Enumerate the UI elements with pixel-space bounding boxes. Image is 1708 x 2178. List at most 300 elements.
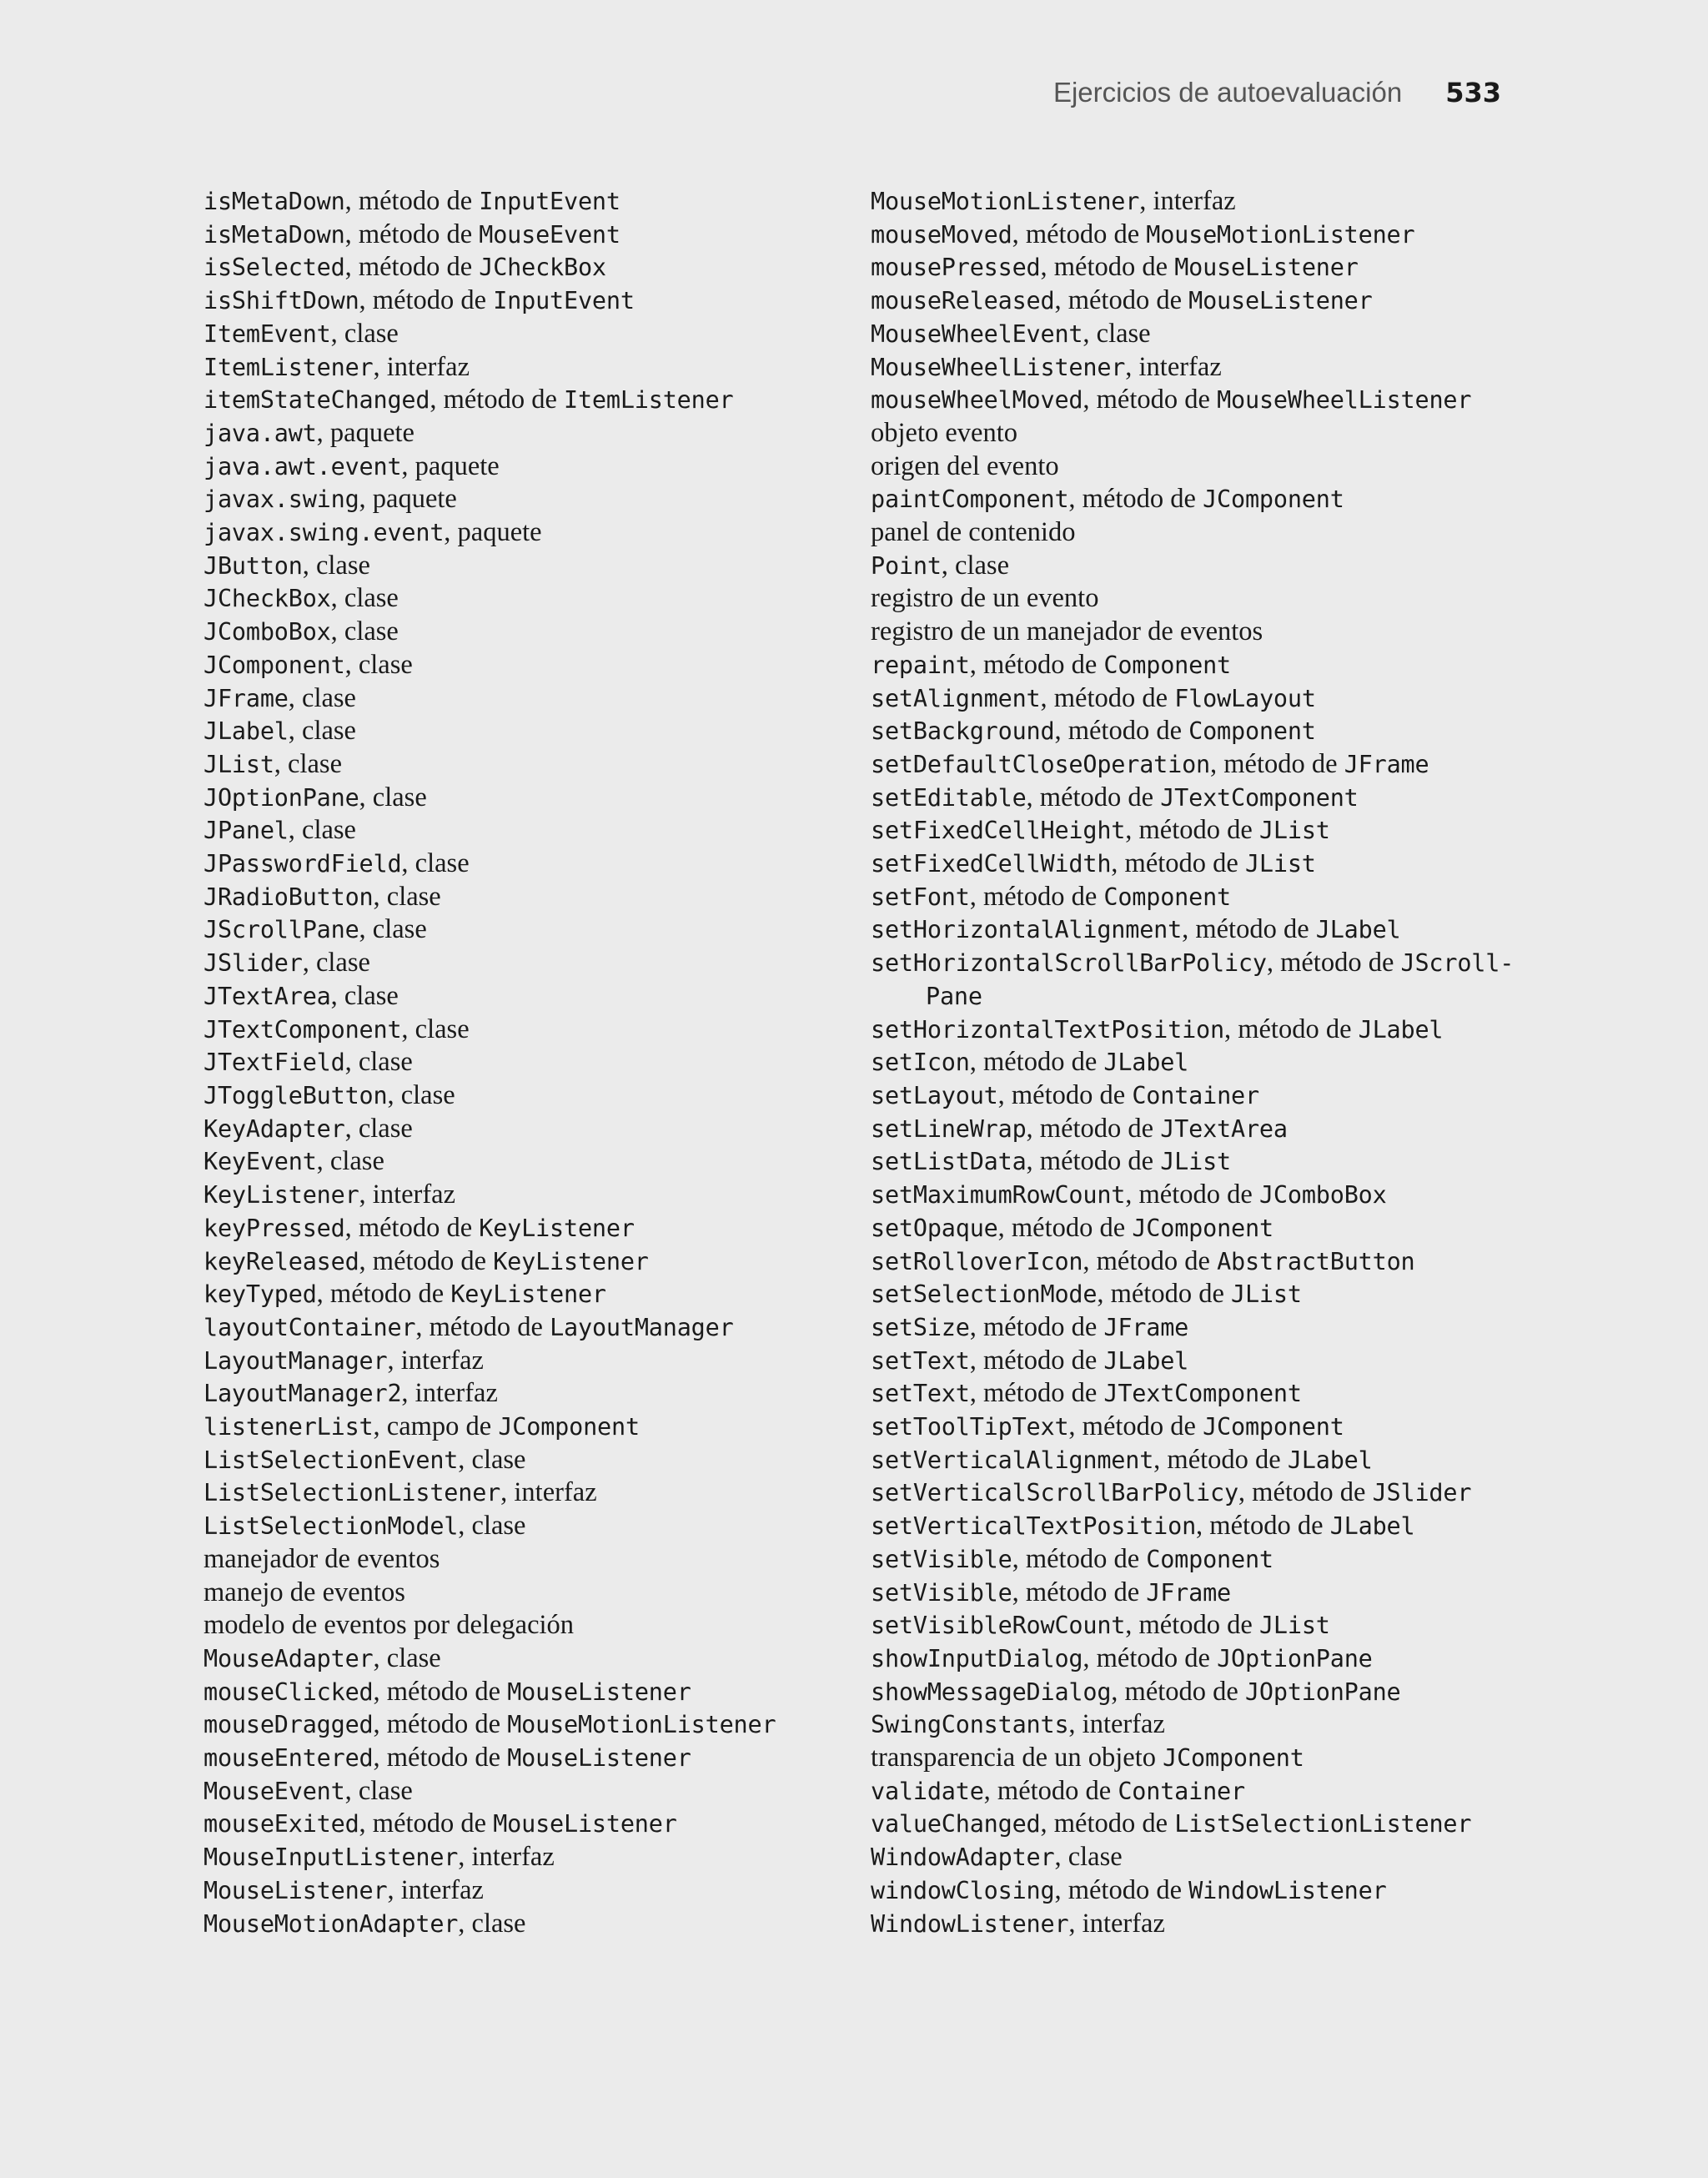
index-description: , método de xyxy=(373,1709,508,1740)
index-description: , paquete xyxy=(316,417,414,448)
index-term: showMessageDialog xyxy=(871,1678,1112,1706)
index-entry xyxy=(871,1510,1513,1543)
index-entry xyxy=(203,1708,837,1742)
index-entry xyxy=(203,1510,837,1543)
index-term: setOpaque xyxy=(871,1214,998,1242)
index-description: , método de xyxy=(1238,1477,1373,1508)
index-term: ItemEvent xyxy=(203,319,331,348)
index-reference: InputEvent xyxy=(493,287,635,315)
index-entry xyxy=(871,417,1513,450)
index-entry xyxy=(871,1808,1513,1841)
index-reference: JOptionPane xyxy=(1217,1644,1373,1672)
index-entry xyxy=(871,616,1513,649)
index-term: ItemListener xyxy=(203,353,374,381)
index-entry xyxy=(203,616,837,649)
index-entry xyxy=(203,550,837,583)
index-term: setDefaultCloseOperation xyxy=(871,750,1211,778)
index-entry xyxy=(203,848,837,881)
index-description: , método de xyxy=(997,1079,1133,1110)
index-entry xyxy=(203,1311,837,1345)
index-reference: JTextComponent xyxy=(1103,1380,1302,1408)
index-reference: JComponent xyxy=(1163,1744,1304,1773)
index-entry xyxy=(203,881,837,914)
index-reference: MouseListener xyxy=(507,1744,691,1773)
index-term: setLayout xyxy=(871,1081,998,1109)
index-description: , método de xyxy=(373,1743,508,1773)
index-reference: KeyListener xyxy=(479,1214,635,1242)
index-entry xyxy=(871,913,1513,947)
index-description: , paquete xyxy=(401,450,500,481)
index-term: setVerticalScrollBarPolicy xyxy=(871,1479,1238,1507)
index-entry xyxy=(203,417,837,450)
index-entry xyxy=(871,1476,1513,1510)
index-term: setFixedCellHeight xyxy=(871,817,1126,845)
index-term: mousePressed xyxy=(871,254,1041,282)
index-description: , método de xyxy=(969,1311,1104,1342)
index-entry xyxy=(203,1775,837,1808)
index-entry xyxy=(871,1444,1513,1477)
index-column-right xyxy=(871,185,1513,1940)
index-term: mouseClicked xyxy=(203,1678,374,1706)
index-reference: JFrame xyxy=(1103,1313,1189,1341)
index-reference: Container xyxy=(1132,1081,1259,1109)
index-description: , clase xyxy=(288,716,356,747)
index-entry xyxy=(203,284,837,318)
index-term: java.awt.event xyxy=(203,452,402,480)
index-term: isSelected xyxy=(203,254,345,282)
index-term: MouseListener xyxy=(203,1876,388,1904)
index-entry xyxy=(871,1278,1513,1311)
index-term: MouseAdapter xyxy=(203,1644,374,1672)
index-description: , método de xyxy=(969,881,1104,912)
index-entry xyxy=(871,1377,1513,1411)
index-entry xyxy=(203,450,837,484)
index-description: , clase xyxy=(274,748,342,779)
index-term: SwingConstants xyxy=(871,1711,1069,1739)
index-entry xyxy=(203,318,837,351)
index-entry xyxy=(871,1775,1513,1808)
index-description: registro de un manejador de eventos xyxy=(871,616,1263,647)
index-entry xyxy=(203,1377,837,1411)
index-term: MouseWheelListener xyxy=(871,353,1126,381)
index-reference: KeyListener xyxy=(493,1247,649,1275)
index-entry xyxy=(203,1014,837,1047)
index-reference: JCheckBox xyxy=(479,254,606,282)
index-term: setListData xyxy=(871,1148,1027,1176)
index-entry xyxy=(871,1311,1513,1345)
index-description: , clase xyxy=(288,682,356,713)
index-term: setHorizontalTextPosition xyxy=(871,1015,1224,1044)
index-description: , método de xyxy=(1040,682,1175,713)
index-term: MouseInputListener xyxy=(203,1844,459,1872)
index-entry xyxy=(871,1577,1513,1610)
index-term: JTextArea xyxy=(203,982,331,1010)
index-term: ListSelectionListener xyxy=(203,1479,501,1507)
index-entry xyxy=(203,1676,837,1709)
index-reference: JList xyxy=(1244,850,1316,878)
index-description: modelo de eventos por delegación xyxy=(203,1610,575,1641)
index-description: , clase xyxy=(458,1444,526,1475)
index-term: JToggleButton xyxy=(203,1081,388,1109)
index-reference: JComponent xyxy=(1132,1214,1273,1242)
index-entry xyxy=(203,913,837,947)
index-entry xyxy=(871,649,1513,682)
index-term: JButton xyxy=(203,551,303,580)
index-entry xyxy=(203,814,837,848)
index-reference: JComponent xyxy=(1203,1413,1344,1441)
index-term: setVerticalTextPosition xyxy=(871,1512,1197,1541)
index-term: JRadioButton xyxy=(203,883,374,911)
index-description: , clase xyxy=(401,848,470,879)
index-description: , clase xyxy=(359,782,427,812)
index-reference: MouseMotionListener xyxy=(1146,220,1415,249)
index-description: , método de xyxy=(359,1808,494,1839)
index-entry xyxy=(203,219,837,252)
index-entry xyxy=(871,185,1513,219)
index-reference: KeyListener xyxy=(450,1280,606,1309)
index-description: , método de xyxy=(1068,1411,1203,1442)
index-description: , interfaz xyxy=(401,1378,498,1409)
index-description: , clase xyxy=(302,550,370,581)
index-reference: JFrame xyxy=(1146,1578,1232,1607)
index-reference: JLabel xyxy=(1103,1346,1189,1375)
index-entry xyxy=(871,1708,1513,1742)
index-term: KeyAdapter xyxy=(203,1114,345,1143)
index-reference: JScroll- xyxy=(1400,949,1515,978)
index-reference: AbstractButton xyxy=(1217,1247,1415,1275)
index-entry xyxy=(871,1014,1513,1047)
index-description: , método de xyxy=(344,252,480,283)
index-description: , método de xyxy=(1054,716,1189,747)
index-term: setFixedCellWidth xyxy=(871,850,1112,878)
index-reference: JList xyxy=(1160,1148,1232,1176)
index-entry xyxy=(203,185,837,219)
index-description: , método de xyxy=(969,1378,1104,1409)
index-term: repaint xyxy=(871,651,970,679)
index-description: , método de xyxy=(1083,1245,1218,1276)
index-entry xyxy=(871,1543,1513,1577)
index-reference: JComboBox xyxy=(1258,1181,1387,1210)
index-description: , método de xyxy=(1054,285,1189,316)
index-entry xyxy=(871,318,1513,351)
index-term: setRolloverIcon xyxy=(871,1247,1083,1275)
index-term: MouseWheelEvent xyxy=(871,319,1083,348)
index-reference: Component xyxy=(1103,883,1232,911)
index-description: , método de xyxy=(1012,1543,1147,1574)
index-entry xyxy=(203,782,837,815)
index-entry xyxy=(203,1245,837,1279)
index-description: , clase xyxy=(373,1642,441,1673)
index-reference: JLabel xyxy=(1315,916,1401,944)
index-reference: FlowLayout xyxy=(1174,684,1316,712)
index-reference: JComponent xyxy=(498,1413,640,1441)
index-term: WindowAdapter xyxy=(871,1844,1055,1872)
index-description: , clase xyxy=(387,1079,455,1110)
index-term: LayoutManager xyxy=(203,1346,388,1375)
index-reference: Pane xyxy=(926,982,982,1010)
index-term: windowClosing xyxy=(871,1876,1055,1904)
index-term: itemStateChanged xyxy=(203,386,430,415)
index-entry xyxy=(871,1345,1513,1378)
index-description: , clase xyxy=(330,583,399,614)
index-reference: MouseListener xyxy=(1188,287,1373,315)
index-reference: JLabel xyxy=(1358,1015,1444,1044)
index-entry xyxy=(203,1742,837,1775)
index-term: layoutContainer xyxy=(203,1313,416,1341)
index-term: isMetaDown xyxy=(203,188,345,215)
index-entry xyxy=(203,483,837,516)
index-term: JLabel xyxy=(203,717,289,746)
index-term: setToolTipText xyxy=(871,1413,1069,1441)
index-column-left xyxy=(203,185,837,1940)
index-description: , método de xyxy=(1026,782,1161,812)
index-entry xyxy=(871,881,1513,914)
index-term: setFont xyxy=(871,883,970,911)
index-term: setVisible xyxy=(871,1578,1012,1607)
index-term: valueChanged xyxy=(871,1810,1041,1838)
index-term: keyReleased xyxy=(203,1247,359,1275)
index-term: mouseDragged xyxy=(203,1711,374,1739)
index-description: , paquete xyxy=(359,484,457,515)
index-term: setSelectionMode xyxy=(871,1280,1098,1309)
index-reference: MouseEvent xyxy=(479,220,620,249)
index-entry xyxy=(871,1742,1513,1775)
index-entry xyxy=(871,1908,1513,1941)
index-term: JList xyxy=(203,750,274,778)
index-description: , método de xyxy=(1068,484,1203,515)
index-description: , método de xyxy=(344,219,480,249)
index-term: setEditable xyxy=(871,783,1027,812)
index-description: , clase xyxy=(344,1047,413,1078)
index-entry-continuation xyxy=(871,980,1513,1014)
index-entry xyxy=(203,1642,837,1676)
index-term: JOptionPane xyxy=(203,783,359,812)
index-description: , método de xyxy=(373,1676,508,1707)
index-description: , paquete xyxy=(444,517,542,548)
index-description: , clase xyxy=(458,1511,526,1542)
index-term: listenerList xyxy=(203,1413,374,1441)
index-description: , interfaz xyxy=(1068,1709,1165,1740)
index-entry xyxy=(871,1245,1513,1279)
index-entry xyxy=(871,947,1513,980)
index-term: setVisible xyxy=(871,1545,1012,1573)
index-reference: JList xyxy=(1258,1612,1330,1640)
index-description: , clase xyxy=(1054,1842,1123,1873)
index-entry xyxy=(871,483,1513,516)
index-term: setMaximumRowCount xyxy=(871,1181,1126,1210)
index-entry xyxy=(871,682,1513,716)
index-description: , clase xyxy=(1083,318,1151,349)
index-term: isMetaDown xyxy=(203,220,345,249)
index-description: , interfaz xyxy=(373,351,470,382)
index-entry xyxy=(871,814,1513,848)
index-entry xyxy=(871,1212,1513,1245)
index-term: isShiftDown xyxy=(203,287,359,315)
index-description: objeto evento xyxy=(871,417,1017,448)
index-term: KeyListener xyxy=(203,1181,359,1210)
index-description: , método de xyxy=(997,1212,1133,1243)
index-reference: MouseListener xyxy=(507,1678,691,1706)
index-description: , método de xyxy=(430,385,565,415)
index-term: setText xyxy=(871,1380,970,1408)
index-term: ListSelectionEvent xyxy=(203,1446,459,1474)
index-term: JComboBox xyxy=(203,618,331,646)
index-description: , método de xyxy=(983,1775,1118,1806)
index-term: setBackground xyxy=(871,717,1055,746)
index-description: , clase xyxy=(330,616,399,647)
index-term: keyTyped xyxy=(203,1280,317,1309)
index-reference: Component xyxy=(1188,717,1316,746)
index-description: , clase xyxy=(288,815,356,846)
index-entry xyxy=(203,1345,837,1378)
index-reference: MouseWheelListener xyxy=(1217,386,1472,415)
index-description: , método de xyxy=(969,649,1104,680)
index-entry xyxy=(203,516,837,550)
index-description: , interfaz xyxy=(1139,186,1236,216)
index-reference: JFrame xyxy=(1344,750,1429,778)
index-description: manejador de eventos xyxy=(203,1543,440,1574)
index-description: , método de xyxy=(1026,1146,1161,1177)
index-entry xyxy=(203,1476,837,1510)
index-term: mouseExited xyxy=(203,1810,359,1838)
index-description: , interfaz xyxy=(1125,351,1222,382)
index-entry xyxy=(203,715,837,748)
index-term: JScrollPane xyxy=(203,916,359,944)
index-term: java.awt xyxy=(203,419,317,447)
index-reference: JOptionPane xyxy=(1244,1678,1401,1706)
index-term: showInputDialog xyxy=(871,1644,1083,1672)
index-description: manejo de eventos xyxy=(203,1577,405,1607)
index-entry xyxy=(871,1609,1513,1642)
index-description: , clase xyxy=(401,1014,470,1044)
index-entry xyxy=(871,1411,1513,1444)
index-description: , método de xyxy=(1012,219,1147,249)
index-description: , clase xyxy=(316,1146,384,1177)
index-reference: MouseMotionListener xyxy=(507,1711,776,1739)
index-term: JComponent xyxy=(203,651,345,679)
index-term: mouseMoved xyxy=(871,220,1012,249)
index-description: , método de xyxy=(1196,1511,1330,1542)
index-term: validate xyxy=(871,1777,984,1805)
index-entry xyxy=(871,550,1513,583)
index-reference: JSlider xyxy=(1372,1479,1472,1507)
index-entry xyxy=(871,516,1513,550)
index-description: , clase xyxy=(344,1113,413,1144)
index-entry xyxy=(871,748,1513,782)
index-entry xyxy=(203,1841,837,1874)
index-entry xyxy=(203,1278,837,1311)
index-description: , método de xyxy=(1125,1610,1259,1641)
index-description: , método de xyxy=(1111,848,1245,879)
index-description: origen del evento xyxy=(871,450,1059,481)
index-reference: Component xyxy=(1146,1545,1273,1573)
index-reference: JComponent xyxy=(1203,485,1344,514)
index-entry xyxy=(203,1444,837,1477)
index-description: , interfaz xyxy=(1068,1908,1165,1939)
index-description: , método de xyxy=(1040,1808,1175,1839)
index-entry xyxy=(203,1212,837,1245)
index-description: , clase xyxy=(941,550,1009,581)
index-term: WindowListener xyxy=(871,1909,1069,1938)
index-entry xyxy=(203,1145,837,1179)
index-reference: JList xyxy=(1258,817,1330,845)
index-description: , interfaz xyxy=(387,1874,484,1905)
index-entry xyxy=(203,1113,837,1146)
page-header xyxy=(1053,77,1501,108)
index-description: , clase xyxy=(359,914,427,945)
index-reference: WindowListener xyxy=(1188,1876,1387,1904)
index-entry xyxy=(203,384,837,417)
index-entry xyxy=(203,1411,837,1444)
index-entry xyxy=(871,1874,1513,1908)
index-entry xyxy=(871,1676,1513,1709)
index-entry xyxy=(203,947,837,980)
index-entry xyxy=(871,1841,1513,1874)
index-term: setSize xyxy=(871,1313,970,1341)
index-entry xyxy=(871,782,1513,815)
index-description: , método de xyxy=(1210,748,1344,779)
index-term: setIcon xyxy=(871,1049,970,1077)
index-term: setAlignment xyxy=(871,684,1041,712)
index-term: JFrame xyxy=(203,684,289,712)
index-entry xyxy=(871,384,1513,417)
index-entry xyxy=(203,1577,837,1610)
index-reference: Container xyxy=(1118,1777,1245,1805)
index-description: , clase xyxy=(344,649,413,680)
index-reference: MouseListener xyxy=(1174,254,1359,282)
index-description: , método de xyxy=(1125,815,1259,846)
index-term: MouseEvent xyxy=(203,1777,345,1805)
index-description: , método de xyxy=(969,1047,1104,1078)
index-reference: JList xyxy=(1231,1280,1302,1309)
index-entry xyxy=(871,715,1513,748)
index-reference: JTextArea xyxy=(1160,1114,1288,1143)
index-description: , método de xyxy=(359,285,494,316)
index-entry xyxy=(203,980,837,1014)
index-entry xyxy=(203,1079,837,1113)
index-description: , método de xyxy=(1054,1874,1189,1905)
index-description: , método de xyxy=(1266,948,1401,978)
index-entry xyxy=(203,748,837,782)
page-number: 533 xyxy=(1445,77,1501,108)
index-reference: LayoutManager xyxy=(550,1313,734,1341)
index-description: , clase xyxy=(373,881,441,912)
index-entry xyxy=(871,1079,1513,1113)
index-term: KeyEvent xyxy=(203,1148,317,1176)
index-description: , método de xyxy=(1040,252,1175,283)
index-term: javax.swing.event xyxy=(203,519,445,547)
index-entry xyxy=(203,1874,837,1908)
index-reference: JLabel xyxy=(1103,1049,1189,1077)
index-description: , interfaz xyxy=(387,1345,484,1376)
index-entry xyxy=(203,1609,837,1642)
index-entry xyxy=(203,1543,837,1577)
index-description: , interfaz xyxy=(500,1477,597,1508)
index-reference: JTextComponent xyxy=(1160,783,1359,812)
index-entry xyxy=(871,219,1513,252)
index-description: , método de xyxy=(316,1279,451,1310)
index-term: setLineWrap xyxy=(871,1114,1027,1143)
index-description: , método de xyxy=(969,1345,1104,1376)
index-description: panel de contenido xyxy=(871,517,1076,548)
index-term: LayoutManager2 xyxy=(203,1380,402,1408)
index-entry xyxy=(203,649,837,682)
index-description: , interfaz xyxy=(458,1842,555,1873)
index-description: , método de xyxy=(1097,1279,1232,1310)
index-description: , método de xyxy=(1223,1014,1359,1044)
index-entry xyxy=(871,351,1513,385)
index-entry xyxy=(203,1179,837,1212)
